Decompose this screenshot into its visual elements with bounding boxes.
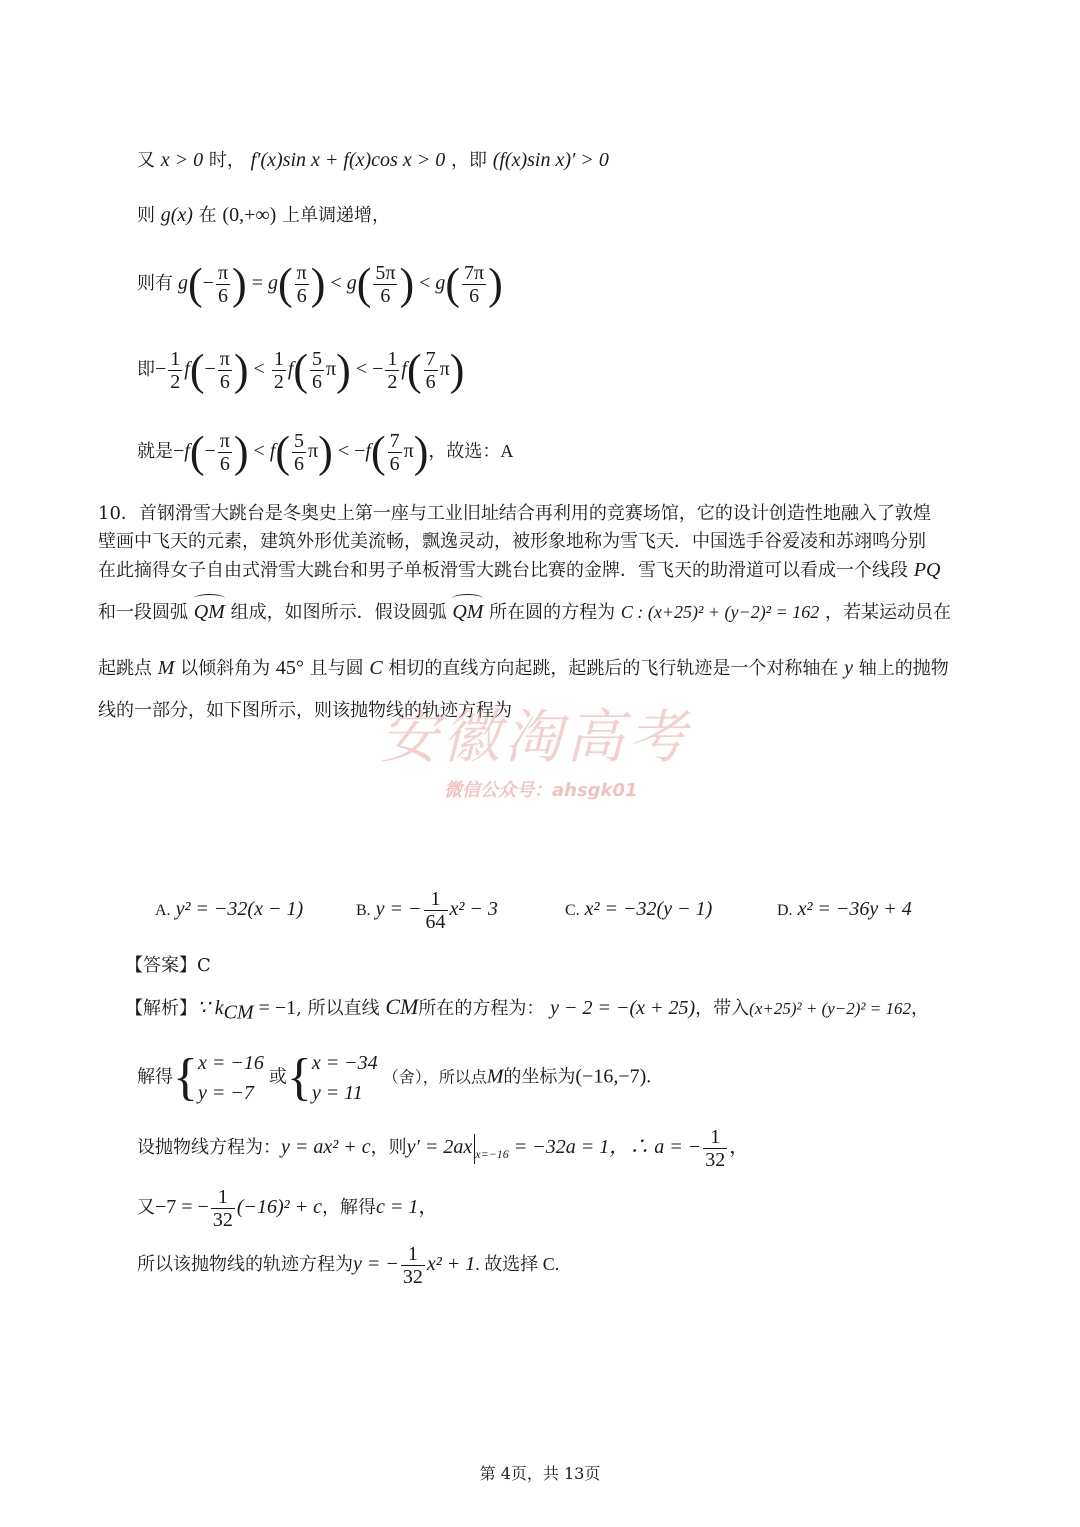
math-inline: M [486,1065,504,1088]
math-inline: (f(x)sin x)′ > 0 [492,149,609,171]
option-label: D. [777,902,793,919]
text: ，若某运动员在 [824,602,951,623]
math-inline: −7 = − [155,1196,209,1219]
text: 上单调递增， [282,205,390,226]
text: 在 [198,205,217,226]
watermark-subtitle: 微信公众号：ahsgk01 [444,780,638,801]
derivation-line-3: 则有 g(− $\frac{\pi}{6}$ ) = g( $\frac{\pi}{6}$ ) < g( $\frac{5\pi}{6}$ ) < g( $\frac{7\pi}{6}$ ) [137,259,503,309]
math-inline: y [844,657,854,679]
question-text-row [98,656,949,681]
equation-system-1: x = −16 y = −7 [197,1052,264,1104]
fraction-numerator: 1 [424,888,448,911]
option-d [777,898,912,921]
analysis-line-3 [137,1126,749,1171]
math-subscript: CM [223,1001,254,1024]
option-expression: y² = −32(x − 1) [175,898,304,920]
text: 即 [137,359,155,380]
text: . [646,1065,652,1088]
text: 且与圆 [309,658,364,679]
text: 在此摘得女子自由式滑雪大跳台和男子单板滑雪大跳台比赛的金牌．雪飞天的助滑道可以看成一个线段 [98,560,908,581]
text: ， [910,998,929,1019]
text: ，则 [370,1137,407,1158]
text: 的坐标为 [503,1066,576,1087]
math-inline: y = ax² + c [281,1136,371,1159]
analysis-line-4 [137,1186,438,1231]
option-label: B. [356,902,371,920]
text: 所在圆的方程为 [489,602,616,623]
text: ， [729,1136,750,1159]
math-inline: 45° [275,657,304,679]
fraction-numerator: 1 [401,1243,425,1266]
math-inline: y − 2 = −(x + 25) [550,997,696,1019]
text: 起跳点 [98,658,152,679]
text: 设抛物线方程为： [137,1137,281,1158]
math-inline: y = − [353,1253,399,1276]
question-text-row: 10．首钢滑雪大跳台是冬奥史上第一座与工业旧址结合再利用的竞赛场馆，它的设计创造性地融入了敦煌 [98,503,931,524]
fraction-numerator: 1 [703,1126,727,1149]
option-label: C. [565,902,580,919]
analysis-line-5 [137,1243,559,1288]
option-expression: x² = −32(y − 1) [584,898,713,920]
text: , 所以直线 [296,998,380,1019]
math-inline: = −32a = 1 [508,1136,610,1159]
arc-symbol: QM [452,601,484,623]
math-inline: c = 1 [376,1196,419,1219]
text: 则 [137,205,155,226]
text: ， [418,1196,439,1219]
option-c [565,898,712,921]
option-expression: x² − 3 [449,898,498,921]
page-footer: 第 4页，共 13页 [479,1464,601,1483]
math-inline: y′ = 2ax [406,1136,473,1159]
text: （舍），所以点 [382,1069,487,1087]
math-inline: = −1 [253,997,297,1019]
text: 以倾斜角为 [180,658,271,679]
math-inline: (−16,−7) [575,1065,647,1088]
math-inline: (0,+∞) [222,204,277,226]
math-inline: x² + 1 [426,1253,476,1276]
text: 和一段圆弧 [98,602,188,623]
derivation-line-2 [137,203,390,228]
derivation-line-5: 就是−f(− $\frac{\pi}{6}$ ) < f( $\frac{5}{6}$ π) < −f( $\frac{7}{6}$ π)，故选：A [137,427,514,477]
text: 所以该抛物线的轨迹方程为 [137,1254,353,1275]
option-expression: x² = −36y + 4 [797,898,912,920]
text: ，带入 [695,998,750,1019]
text: 相切的直线方向起跳，起跳后的飞行轨迹是一个对称轴在 [388,658,839,679]
text: 或 [268,1066,287,1087]
fraction-denominator: 32 [705,1149,726,1171]
watermark-logo: 安徽淘高考 [380,703,691,771]
math-inline: C : (x+25)² + (y−2)² = 162 [620,602,820,622]
question-text-row: 线的一部分，如下图所示，则该抛物线的轨迹方程为 [98,700,512,721]
derivation-line-4: 即− $\frac{1}{2}$ f(− $\frac{\pi}{6}$ ) < $\frac{1}{2}$ f( $\frac{5}{6}$ π) < − $\frac{1}{2}$ f( $\frac{7}{6}$ π) [137,345,465,395]
text: ，故选：A [428,441,514,462]
derivation-line-1 [137,148,609,173]
text: . 故选择 C. [475,1254,560,1275]
math-inline: C [369,657,383,679]
text: 又 [137,150,155,171]
analysis-line-2: 解得{ x = −16 y = −7 或{ x = −34 y = 11 （舍），所以点M的坐标为(−16,−7). [137,1049,652,1106]
question-text-row [98,600,951,625]
fraction-denominator: 32 [402,1266,423,1288]
option-expression: y = − [375,898,422,921]
text: ，解得 [322,1197,377,1218]
math-inline: M [157,657,175,679]
math-inline: CM [385,994,419,1019]
math-inline: f′(x)sin x + f(x)cos x > 0 [250,149,446,171]
text: 就是 [137,441,173,462]
analysis-label: 【解析】 [125,998,197,1019]
math-inline: ，∴ a = − [609,1136,702,1159]
fraction-denominator: 64 [425,911,446,933]
math-inline: g(x) [160,204,193,226]
math-inline: (x+25)² + (y−2)² = 162 [749,999,911,1018]
text: 又 [137,1197,155,1218]
text: ，即 [450,150,487,171]
option-label: A. [155,902,171,919]
text: 组成，如图所示．假设圆弧 [230,602,447,623]
analysis-line-1 [125,995,929,1025]
fraction-numerator: 1 [211,1186,235,1209]
option-b [356,888,498,933]
math-inline: PQ [913,559,941,581]
arc-symbol: QM [193,601,225,623]
math-inline: ∵ k [197,997,224,1019]
fraction-denominator: 32 [212,1209,233,1231]
math-inline: x > 0 [160,149,204,171]
math-inline: (−16)² + c [236,1196,323,1219]
equation-system-2: x = −34 y = 11 [311,1052,378,1104]
text: 所在的方程为： [418,998,545,1019]
answer-line: 【答案】C [125,955,211,976]
text: 时， [208,150,245,171]
question-text-row [98,558,940,583]
math-subscript: x=−16 [475,1147,509,1162]
option-a [155,898,303,921]
text: 轴上的抛物 [858,658,949,679]
text: 则有 [137,273,173,294]
text: 解得 [137,1066,173,1087]
question-text-row: 壁画中飞天的元素，建筑外形优美流畅，飘逸灵动，被形象地称为雪飞天．中国选手谷爱凌和苏翊鸣分别 [98,531,926,552]
